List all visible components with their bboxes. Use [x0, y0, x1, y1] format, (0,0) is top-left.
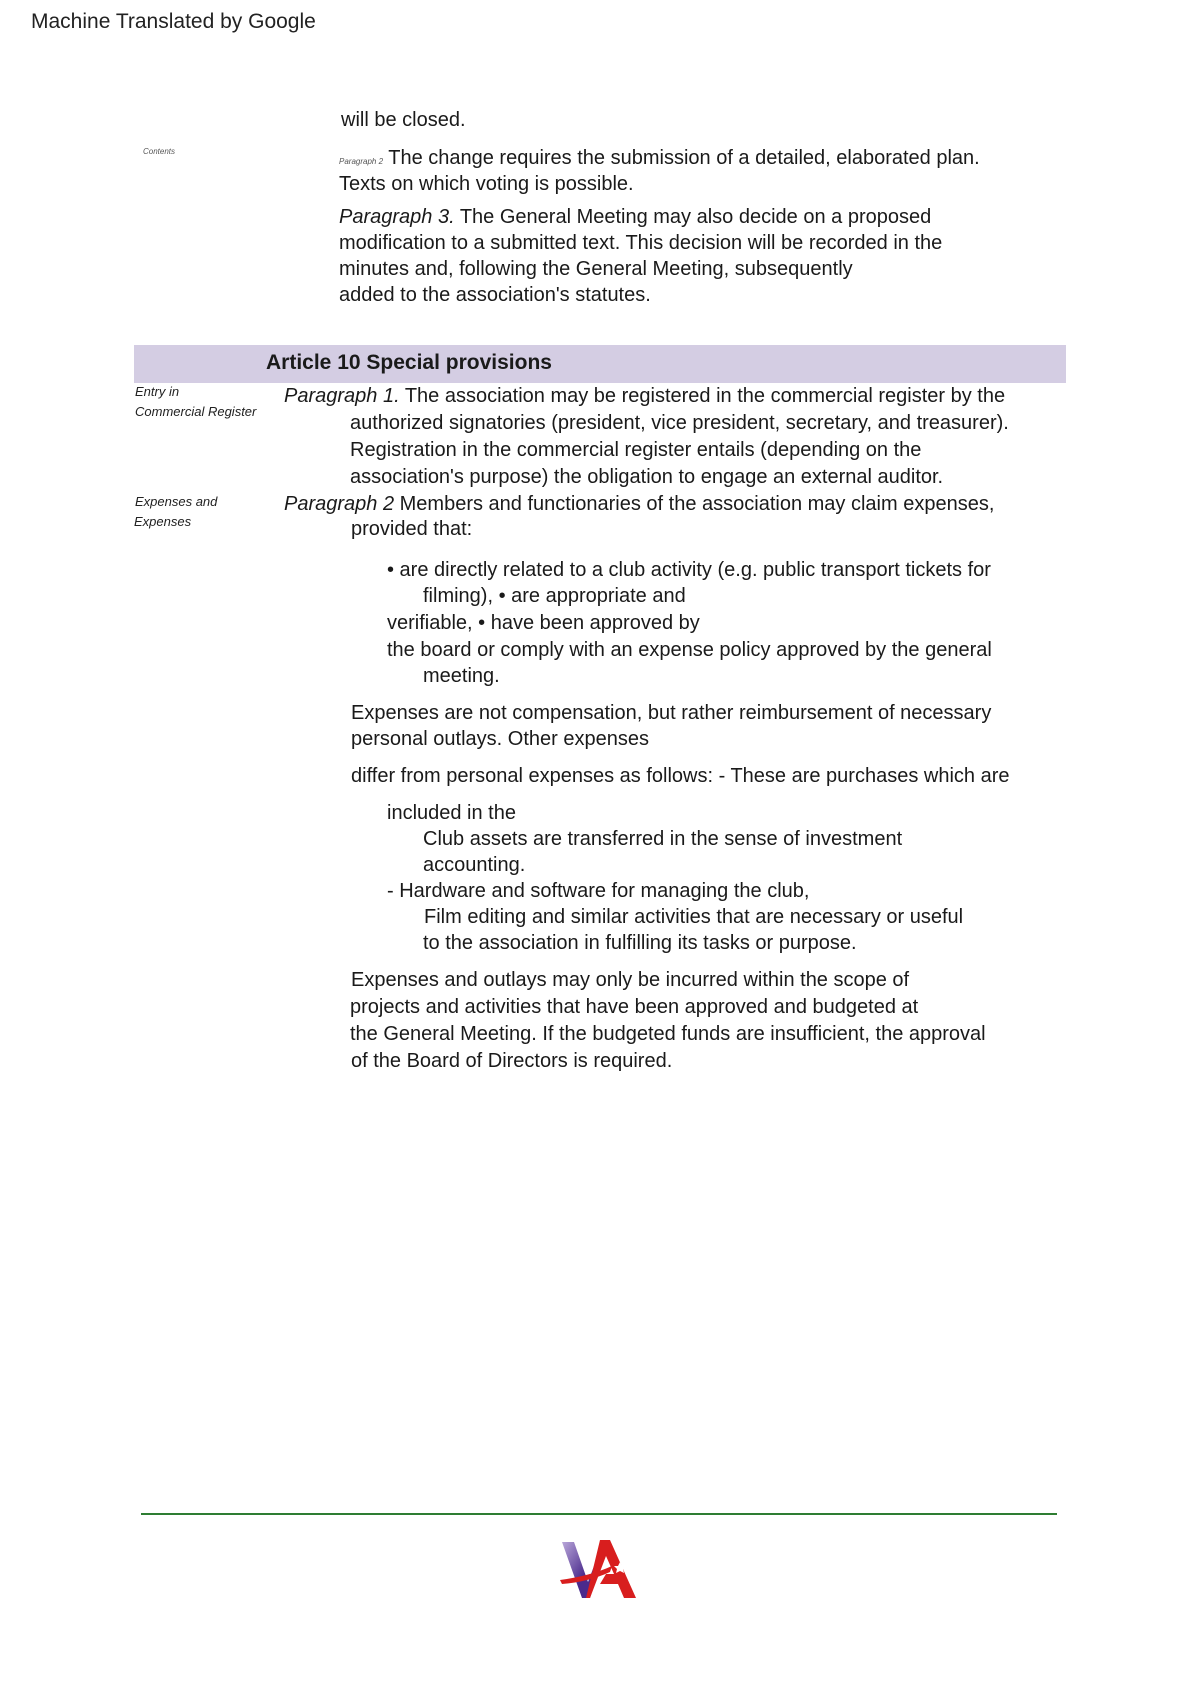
paragraph-3-line-4: added to the association's statutes. — [339, 284, 651, 306]
dash-line: to the association in fulfilling its tasks or purpose. — [423, 932, 857, 954]
article-paragraph-1-line-2: authorized signatories (president, vice president, secretary, and treasurer). — [350, 412, 1009, 434]
article-paragraph-2-line-1: Paragraph 2 Members and functionaries of the association may claim expenses, — [284, 493, 995, 515]
contents-margin-note: Contents — [143, 147, 176, 156]
paragraph-3-line-1: Paragraph 3. The General Meeting may also decide on a proposed — [339, 206, 932, 228]
dash-line: Club assets are transferred in the sense of investment — [423, 828, 903, 850]
paragraph-2-line-1: Paragraph 2 The change requires the submission of a detailed, elaborated plan. — [339, 147, 980, 169]
closing-line: will be closed. — [341, 109, 466, 131]
differ-line: differ from personal expenses as follows: - These are purchases which are — [351, 765, 1010, 787]
article-paragraph-1-line-4: association's purpose) the obligation to engage an external auditor. — [350, 466, 944, 488]
paragraph-2-line-2: Texts on which voting is possible. — [339, 173, 634, 195]
margin-note-expenses-line-2: Expenses — [134, 514, 192, 529]
compensation-line-1: Expenses are not compensation, but rather reimbursement of necessary — [351, 702, 992, 724]
compensation-line-2: personal outlays. Other expenses — [351, 728, 649, 750]
dash-line: accounting. — [423, 854, 526, 876]
article-paragraph-1-line-3: Registration in the commercial register entails (depending on the — [350, 439, 922, 461]
margin-note-entry-line-1: Entry in — [135, 384, 180, 399]
machine-translation-banner: Machine Translated by Google — [31, 10, 316, 33]
dash-line: included in the — [387, 802, 516, 824]
article-paragraph-1-label: Paragraph 1. — [284, 385, 400, 407]
margin-note-entry-line-2: Commercial Register — [135, 404, 257, 419]
paragraph-3-label: Paragraph 3. — [339, 206, 455, 228]
final-line: the General Meeting. If the budgeted funds are insufficient, the approval — [350, 1023, 986, 1045]
footer-rule — [141, 1513, 1057, 1515]
va-logo-icon — [560, 1536, 640, 1602]
final-line: projects and activities that have been approved and budgeted at — [350, 996, 919, 1018]
paragraph-2-label: Paragraph 2 — [339, 157, 384, 166]
final-line: Expenses and outlays may only be incurred within the scope of — [351, 969, 910, 991]
bullet-line: meeting. — [423, 665, 500, 687]
bullet-line: • are directly related to a club activity (e.g. public transport tickets for — [387, 559, 991, 581]
final-line: of the Board of Directors is required. — [351, 1050, 673, 1072]
dash-line: - Hardware and software for managing the club, — [387, 880, 810, 902]
article-10-title: Article 10 Special provisions — [266, 351, 552, 374]
margin-note-expenses-line-1: Expenses and — [135, 494, 218, 509]
article-paragraph-2-label: Paragraph 2 — [284, 493, 395, 515]
paragraph-3-line-3: minutes and, following the General Meeting, subsequently — [339, 258, 853, 280]
article-paragraph-1-line-1: Paragraph 1. The association may be registered in the commercial register by the — [284, 385, 1006, 407]
bullet-line: verifiable, • have been approved by — [387, 612, 700, 634]
bullet-line: the board or comply with an expense policy approved by the general — [387, 639, 992, 661]
dash-line: Film editing and similar activities that are necessary or useful — [424, 906, 964, 928]
bullet-line: filming), • are appropriate and — [423, 585, 686, 607]
paragraph-3-line-2: modification to a submitted text. This decision will be recorded in the — [339, 232, 943, 254]
article-paragraph-2-line-2: provided that: — [351, 518, 473, 540]
